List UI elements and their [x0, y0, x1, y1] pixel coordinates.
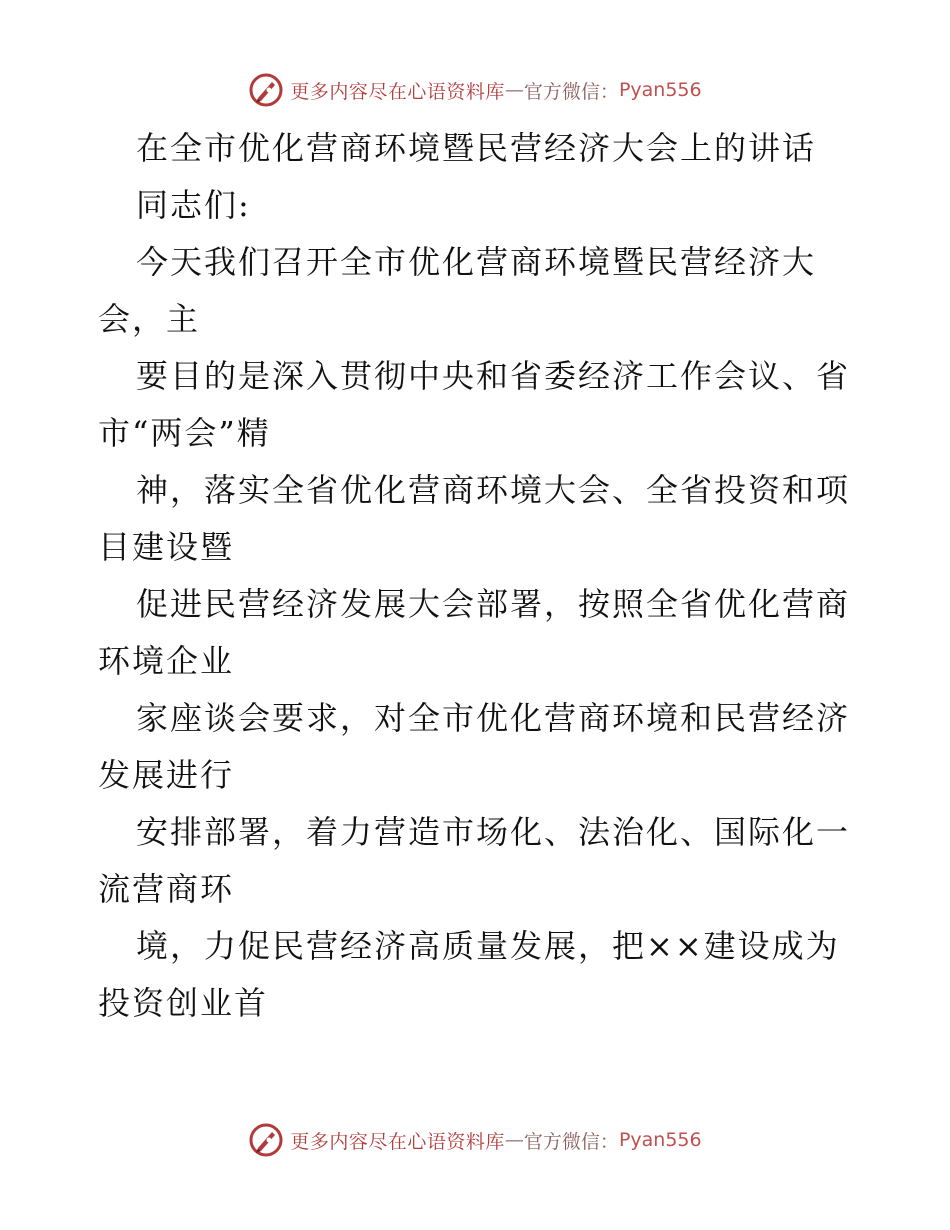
paragraph-line: 会，主 [98, 300, 201, 338]
salutation: 同志们: [136, 186, 251, 224]
header-banner-wechat-id: Pyan556 [618, 79, 702, 101]
header-banner [0, 70, 950, 110]
paragraph-line: 神，落实全省优化营商环境大会、全省投资和项 [136, 471, 851, 509]
header-banner-wechat-label: 官方微信： [523, 80, 619, 103]
paragraph-line: 市“两会”精 [98, 414, 271, 452]
footer-banner-separator: — [504, 1129, 524, 1151]
footer-banner-text: 更多内容尽在心语资料库 [290, 1130, 505, 1153]
document-body [98, 120, 858, 1032]
paragraph-line: 投资创业首 [98, 984, 269, 1022]
paragraph-line: 家座谈会要求，对全市优化营商环境和民营经济 [136, 699, 851, 737]
pen-logo-icon [248, 72, 284, 108]
paragraph-line: 环境企业 [98, 642, 235, 680]
footer-banner-wechat-label: 官方微信： [523, 1130, 619, 1153]
paragraph-line: 要目的是深入贯彻中央和省委经济工作会议、省 [136, 357, 851, 395]
footer-banner [0, 1120, 950, 1160]
paragraph-line: 境，力促民营经济高质量发展，把××建设成为 [136, 927, 840, 965]
paragraph-line: 发展进行 [98, 756, 235, 794]
header-banner-text: 更多内容尽在心语资料库 [290, 80, 505, 103]
document-title: 在全市优化营商环境暨民营经济大会上的讲话 [136, 129, 817, 167]
paragraph-line: 今天我们召开全市优化营商环境暨民营经济大 [136, 243, 817, 281]
pen-logo-icon [248, 1122, 284, 1158]
paragraph-line: 流营商环 [98, 870, 235, 908]
paragraph-line: 促进民营经济发展大会部署，按照全省优化营商 [136, 585, 851, 623]
paragraph-line: 目建设暨 [98, 528, 235, 566]
paragraph-line: 安排部署，着力营造市场化、法治化、国际化一 [136, 813, 851, 851]
header-banner-separator: — [504, 79, 524, 101]
footer-banner-wechat-id: Pyan556 [618, 1129, 702, 1151]
